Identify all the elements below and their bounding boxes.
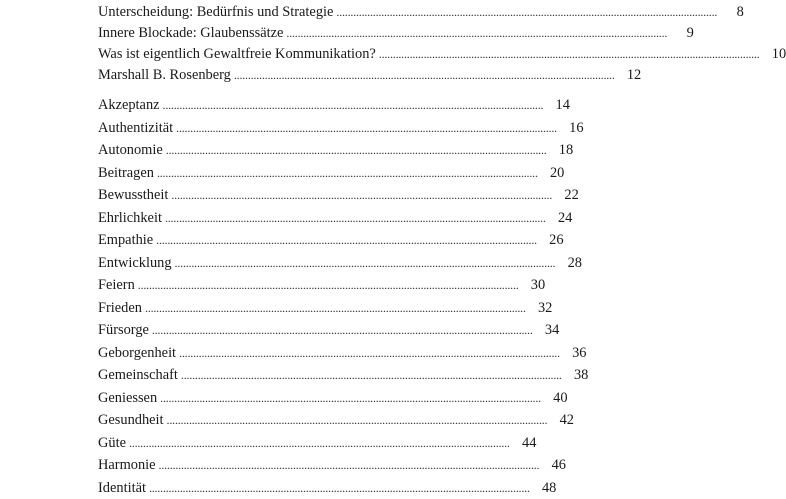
toc-entry-title: Geniessen: [98, 387, 160, 410]
toc-entry-page-number: 34: [531, 319, 559, 342]
toc-entry: [98, 184, 492, 207]
toc-entry: [98, 364, 492, 387]
toc-entry-title: Harmonie: [98, 454, 159, 477]
toc-dot-leader: [171, 184, 550, 207]
toc-entry-page-number: 48: [528, 477, 556, 499]
toc-entry: [98, 477, 492, 499]
toc-entry-page-number: 46: [538, 454, 566, 477]
toc-entry-page-number: 32: [524, 297, 552, 320]
toc-entry: [98, 162, 492, 185]
toc-entry-title: Bewusstheit: [98, 184, 171, 207]
toc-dot-leader: [286, 23, 665, 44]
toc-entry-title: Akzeptanz: [98, 94, 163, 117]
toc-entry-title: Fürsorge: [98, 319, 152, 342]
toc-entry-page-number: 10: [758, 44, 786, 65]
toc-entry-page-number: 9: [666, 23, 694, 44]
toc-entry-title: Was ist eigentlich Gewaltfreie Kommunikation?: [98, 44, 379, 65]
toc-dot-leader: [179, 342, 558, 365]
toc-entry: [98, 454, 492, 477]
toc-entry: [98, 229, 492, 252]
toc-entry-title: Unterscheidung: Bedürfnis und Strategie: [98, 2, 336, 23]
toc-dot-leader: [129, 432, 508, 455]
toc-dot-leader: [175, 252, 554, 275]
toc-entry: [98, 117, 492, 140]
toc-dot-leader: [149, 477, 528, 499]
toc-entry: [98, 387, 492, 410]
toc-entry: [98, 65, 492, 86]
toc-entry-title: Frieden: [98, 297, 145, 320]
toc-entry-title: Gemeinschaft: [98, 364, 181, 387]
toc-entry-title: Entwicklung: [98, 252, 175, 275]
toc-entry-page-number: 36: [558, 342, 586, 365]
toc-entry-page-number: 42: [546, 409, 574, 432]
toc-needs-section: [98, 94, 492, 499]
toc-entry: [98, 409, 492, 432]
toc-entry-page-number: 18: [545, 139, 573, 162]
toc-entry-title: Güte: [98, 432, 129, 455]
toc-entry-title: Geborgenheit: [98, 342, 179, 365]
toc-entry-page-number: 40: [540, 387, 568, 410]
toc-dot-leader: [234, 65, 613, 86]
toc-entry: [98, 432, 492, 455]
toc-entry-page-number: 44: [508, 432, 536, 455]
toc-entry: [98, 2, 492, 23]
toc-dot-leader: [379, 44, 758, 65]
toc-dot-leader: [336, 2, 715, 23]
toc-entry-title: Identität: [98, 477, 149, 499]
toc-dot-leader: [166, 139, 545, 162]
toc-entry: [98, 94, 492, 117]
toc-dot-leader: [176, 117, 555, 140]
toc-dot-leader: [165, 207, 544, 230]
toc-entry: [98, 207, 492, 230]
toc-dot-leader: [159, 454, 538, 477]
toc-entry-page-number: 38: [560, 364, 588, 387]
toc-intro-section: [98, 2, 492, 86]
toc-dot-leader: [138, 274, 517, 297]
toc-dot-leader: [160, 387, 539, 410]
toc-entry-page-number: 12: [613, 65, 641, 86]
toc-dot-leader: [152, 319, 531, 342]
toc-entry: [98, 319, 492, 342]
toc-entry-title: Authentizität: [98, 117, 176, 140]
toc-entry-page-number: 30: [517, 274, 545, 297]
toc-entry-page-number: 16: [556, 117, 584, 140]
toc-entry-title: Ehrlichkeit: [98, 207, 165, 230]
toc-entry: [98, 342, 492, 365]
toc-entry-title: Empathie: [98, 229, 156, 252]
toc-entry: [98, 297, 492, 320]
toc-entry-page-number: 14: [542, 94, 570, 117]
toc-entry-title: Beitragen: [98, 162, 157, 185]
toc-entry: [98, 139, 492, 162]
toc-entry-page-number: 24: [544, 207, 572, 230]
toc-entry: [98, 44, 492, 65]
toc-entry-title: Marshall B. Rosenberg: [98, 65, 234, 86]
toc-dot-leader: [157, 162, 536, 185]
toc-entry: [98, 274, 492, 297]
toc-entry-page-number: 22: [551, 184, 579, 207]
toc-entry-title: Autonomie: [98, 139, 166, 162]
toc-entry-page-number: 28: [554, 252, 582, 275]
toc-entry-title: Innere Blockade: Glaubenssätze: [98, 23, 286, 44]
toc-dot-leader: [163, 94, 542, 117]
toc-entry-title: Feiern: [98, 274, 138, 297]
toc-dot-leader: [145, 297, 524, 320]
toc-dot-leader: [181, 364, 560, 387]
toc-entry-title: Gesundheit: [98, 409, 167, 432]
toc-entry-page-number: 20: [536, 162, 564, 185]
toc-entry-page-number: 26: [536, 229, 564, 252]
toc-dot-leader: [156, 229, 535, 252]
toc-entry: [98, 252, 492, 275]
toc-entry-page-number: 8: [716, 2, 744, 23]
toc-entry: [98, 23, 492, 44]
toc-dot-leader: [167, 409, 546, 432]
